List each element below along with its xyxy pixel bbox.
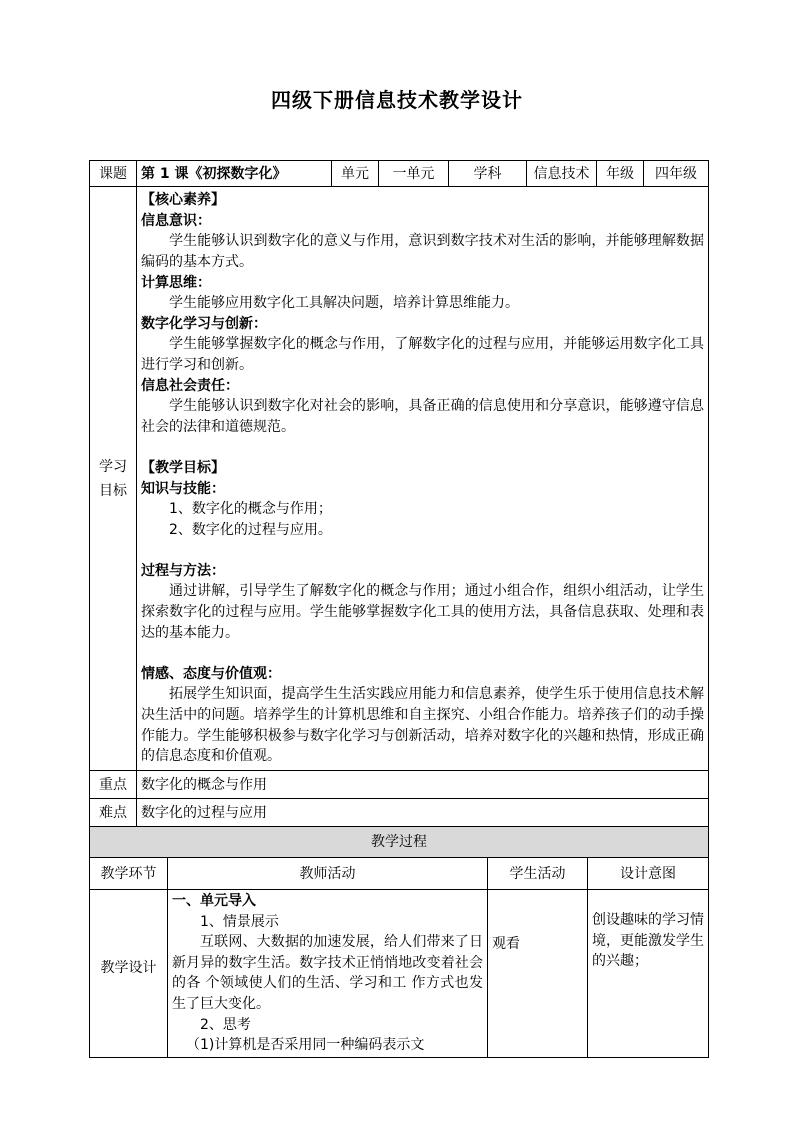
process-method-heading: 过程与方法： [141,562,225,579]
computational-text: 学生能够应用数字化工具解决问题，培养计算思维能力。 [169,295,519,312]
spacer [141,643,704,664]
grade-label: 年级 [597,161,644,187]
grade-value: 四年级 [644,161,709,187]
emotion-heading: 情感、态度与价值观： [141,665,281,682]
objectives-label [90,187,137,771]
teaching-goals-heading: 【教学目标】 [141,459,225,476]
design-intent-cell [588,890,709,1058]
knowledge-item-2: 2、数字化的过程与应用。 [169,521,332,538]
digital-learning-heading: 数字化学习与创新： [141,315,267,332]
difficult-point-value: 数字化的过程与应用 [137,799,709,827]
unit-label: 单元 [332,161,379,187]
objectives-content [137,187,709,771]
student-activity-cell: 观看 [488,890,588,1058]
digital-learning-text: 学生能够掌握数字化的概念与作用，了解数字化的过程与应用，并能够运用数字化工具进行学习和创新。 [141,336,704,373]
teacher-activity-cell [168,890,488,1058]
objectives-row [90,187,709,771]
spacer [141,540,704,561]
info-awareness-heading: 信息意识： [141,212,211,229]
objectives-label-line1: 学习 [99,458,127,475]
col-stage: 教学环节 [90,858,168,890]
col-student: 学生活动 [488,858,588,890]
social-responsibility-text: 学生能够认识到数字化对社会的影响，具备正确的信息使用和分享意识，能够遵守信息社会的法律和道德规范。 [141,398,704,435]
lesson-info-table [89,160,709,827]
key-point-row [90,771,709,799]
teacher-question-1: （1)计算机是否采用同一种编码表示文 [186,1037,425,1054]
lesson-info-row [90,161,709,187]
social-responsibility-heading: 信息社会责任： [141,377,239,394]
knowledge-heading: 知识与技能： [141,480,225,497]
spacer [141,437,704,458]
lesson-label: 课题 [90,161,137,187]
col-teacher: 教师活动 [168,858,488,890]
objectives-label-line2: 目标 [99,482,127,499]
subject-label: 学科 [449,161,527,187]
teacher-text-1: 互联网、大数据的加速发展，给人们带来了日新月异的数字生活。数字技术正悄悄地改变着社会的各 个领域使人们的生活、学习和工 作方式也发生了巨大变化。 [172,934,483,1012]
subject-value: 信息技术 [527,161,597,187]
lesson-value: 第 1 课《初探数字化》 [137,161,332,187]
process-row [90,890,709,1058]
process-header: 教学过程 [90,827,709,858]
stage-cell: 教学设计 [90,890,168,1058]
difficult-point-row [90,799,709,827]
process-header-row [90,827,709,858]
key-point-value: 数字化的概念与作用 [137,771,709,799]
info-awareness-text: 学生能够认识到数字化的意义与作用，意识到数字技术对生活的影响，并能够理解数据编码的基本方式。 [141,233,704,270]
col-intent: 设计意图 [588,858,709,890]
difficult-point-label: 难点 [90,799,137,827]
emotion-text: 拓展学生知识面，提高学生生活实践应用能力和信息素养，使学生乐于使用信息技术解决生活中的问题。培养学生的计算机思维和自主探究、小组合作能力。培养孩子们的动手操作能力。学生能够积极参与数字化学习与创新活动，培养对数字化的兴趣和热情，形成正确的信息态度和价值观。 [141,686,704,765]
teacher-heading: 一、单元导入 [172,893,256,909]
key-point-label: 重点 [90,771,137,799]
process-method-text: 通过讲解，引导学生了解数字化的概念与作用；通过小组合作，组织小组活动，让学生探索数字化的过程与应用。学生能够掌握数字化工具的使用方法，具备信息获取、处理和表达的基本能力。 [141,583,704,641]
teacher-sub-1: 1、情景展示 [200,913,279,930]
page-title: 四级下册信息技术教学设计 [271,88,523,112]
design-intent-text: 创设趣味的学习情境，更能激发学生的兴趣； [592,912,704,970]
teacher-sub-2: 2、思考 [200,1016,251,1033]
computational-heading: 计算思维： [141,274,211,291]
teaching-process-table [89,826,709,1058]
process-columns-row [90,858,709,890]
knowledge-item-1: 1、数字化的概念与作用； [169,501,332,518]
unit-value: 一单元 [379,161,449,187]
core-literacy-heading: 【核心素养】 [141,192,225,209]
